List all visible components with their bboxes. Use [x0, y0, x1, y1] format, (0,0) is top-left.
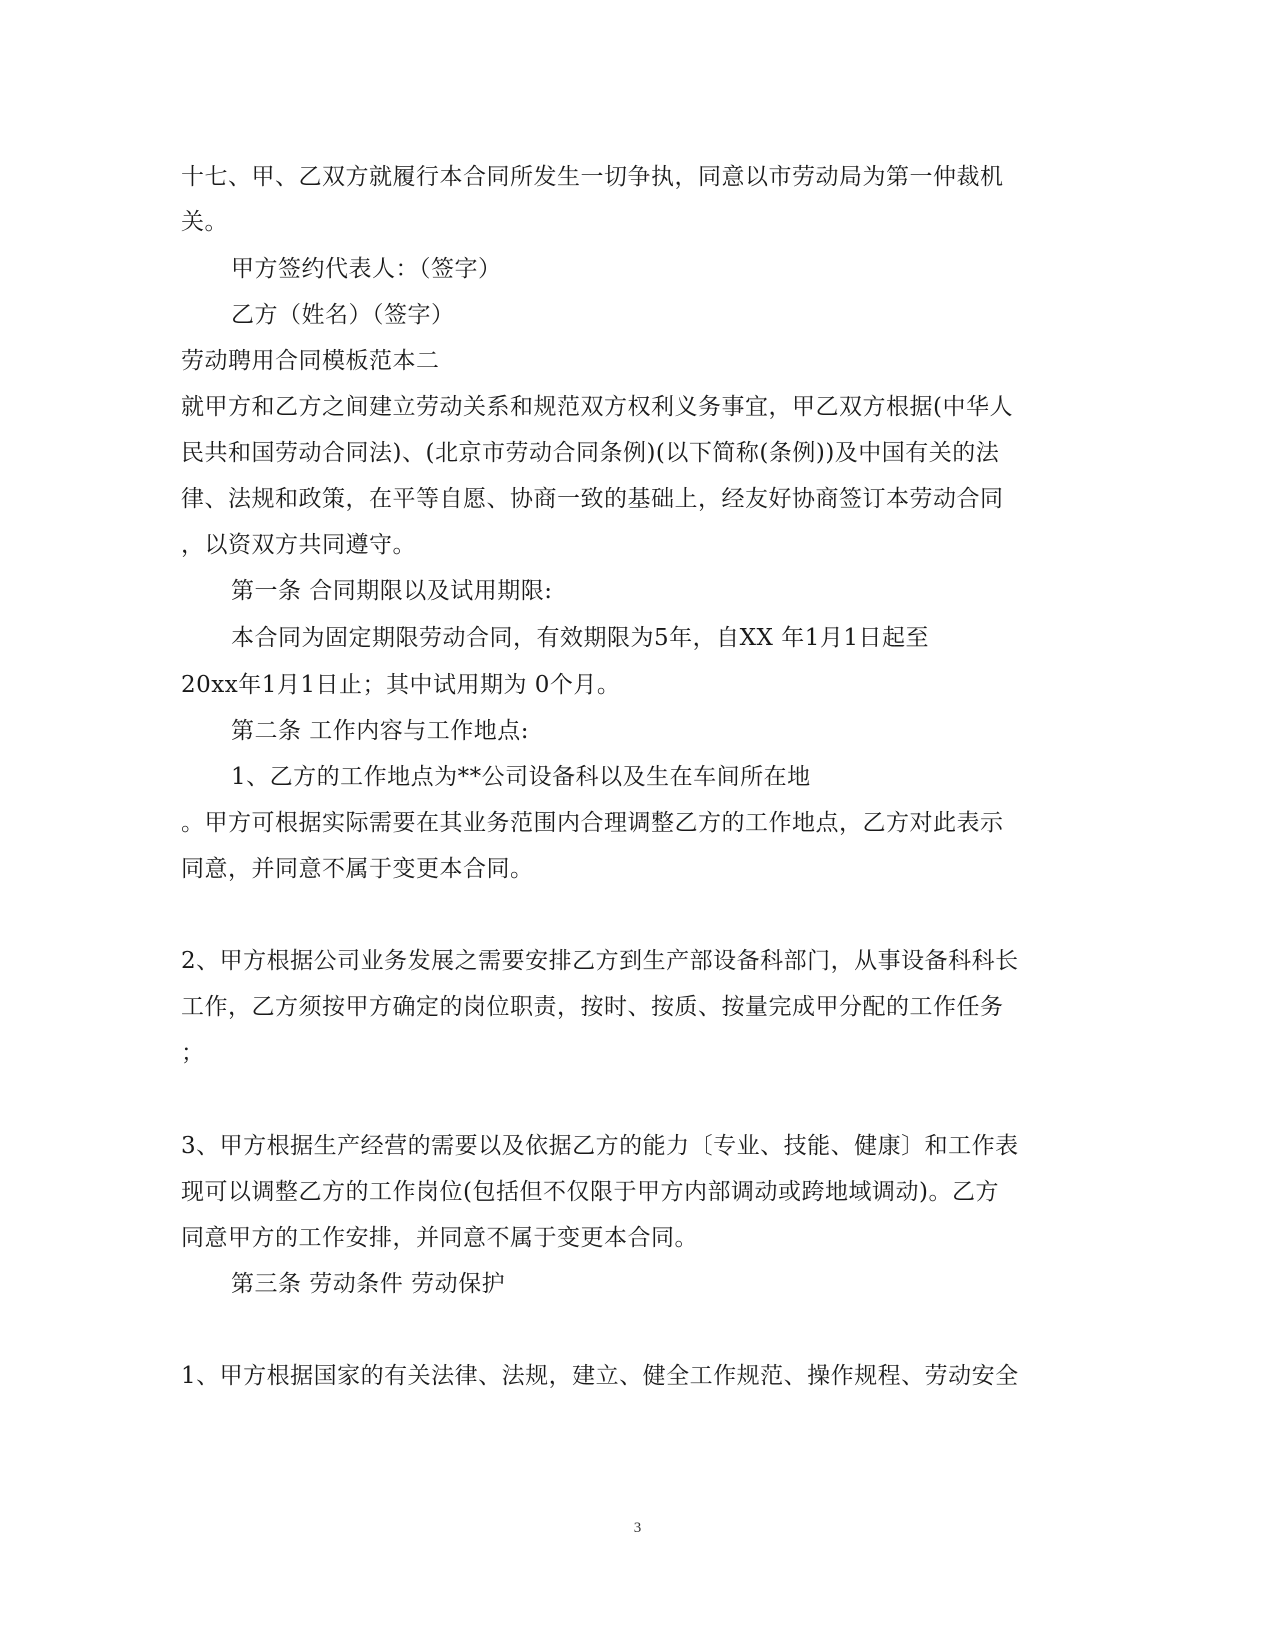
text-line: 。甲方可根据实际需要在其业务范围内合理调整乙方的工作地点，乙方对此表示: [181, 810, 1004, 836]
text-line: 甲方签约代表人：（签字）: [231, 256, 502, 282]
text-line: 现可以调整乙方的工作岗位(包括但不仅限于甲方内部调动或跨地域调动)。乙方: [181, 1179, 999, 1205]
text-line: 关。: [181, 209, 228, 235]
text-line: 律、法规和政策，在平等自愿、协商一致的基础上，经友好协商签订本劳动合同: [181, 486, 1004, 512]
section-heading: 劳动聘用合同模板范本二: [181, 348, 440, 374]
text-line: 十七、甲、乙双方就履行本合同所发生一切争执，同意以市劳动局为第一仲裁机: [181, 164, 1004, 190]
text-line: 3、甲方根据生产经营的需要以及依据乙方的能力〔专业、技能、健康〕和工作表: [181, 1133, 1019, 1159]
text-line: 同意，并同意不属于变更本合同。: [181, 856, 534, 882]
text-line: 民共和国劳动合同法)、(北京市劳动合同条例)(以下简称(条例))及中国有关的法: [181, 440, 1000, 466]
text-line: 乙方（姓名）（签字）: [231, 302, 455, 328]
text-line: 2、甲方根据公司业务发展之需要安排乙方到生产部设备科部门，从事设备科科长: [181, 948, 1019, 974]
text-line: 工作，乙方须按甲方确定的岗位职责，按时、按质、按量完成甲分配的工作任务: [181, 994, 1004, 1020]
text-line: 20xx年1月1日止；其中试用期为 0个月。: [181, 672, 621, 698]
page-number: 3: [633, 1520, 642, 1536]
text-line: 1、甲方根据国家的有关法律、法规，建立、健全工作规范、操作规程、劳动安全: [181, 1363, 1019, 1389]
text-line: 同意甲方的工作安排，并同意不属于变更本合同。: [181, 1225, 698, 1251]
article-heading: 第三条 劳动条件 劳动保护: [231, 1271, 506, 1297]
article-heading: 第二条 工作内容与工作地点:: [231, 718, 530, 744]
article-heading: 第一条 合同期限以及试用期限:: [231, 578, 553, 604]
text-line: 就甲方和乙方之间建立劳动关系和规范双方权利义务事宜，甲乙双方根据(中华人: [181, 394, 1013, 420]
text-line: ，以资双方共同遵守。: [181, 532, 416, 558]
text-line: 本合同为固定期限劳动合同，有效期限为5年，自XX 年1月1日起至: [231, 625, 929, 651]
text-line: ；: [181, 1040, 205, 1066]
text-line: 1、乙方的工作地点为**公司设备科以及生在车间所在地: [231, 764, 811, 790]
